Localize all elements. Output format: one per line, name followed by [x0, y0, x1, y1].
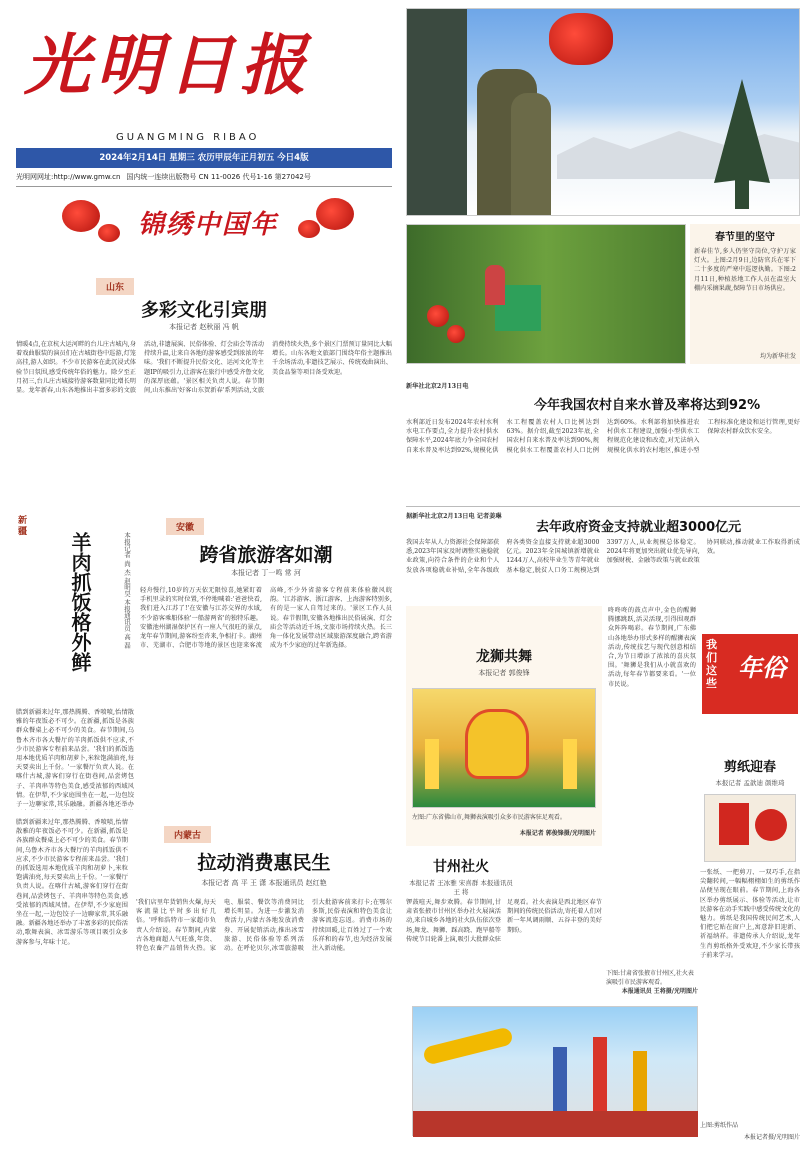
dateline: 据新华社北京2月13日电 记者姜琳 — [406, 513, 502, 520]
photo-credit: 均为新华社发 — [759, 353, 796, 360]
crowd — [413, 1111, 698, 1137]
section-tag: 山东 — [96, 278, 134, 295]
caption-body: 新春佳节,多人仍坚守岗位,守护万家灯火。上图:2月9日,边防官兵在零下二十多度的严寒中巡逻执勤。下图:2月11日,种植基地工作人员在温室大棚内采摘果蔬,保障节日市场供应。 — [694, 248, 796, 292]
caption-title: 春节里的坚守 — [715, 232, 775, 243]
xinjiang-body-continued: 腊到新疆来过年,那热腾腾、香喷喷,怡情散雅的年夜饭必不可少。在新疆,抓饭是各族群众餐桌上必不可少的美食。春节期间,乌鲁木齐市各大餐厅的羊肉抓饭供不应求,不少市民游客专程前来品尝。'我们的抓饭选用本地优质羊肉和胡萝卜,米粒饱满油亮,每天要卖出上千份。'一家餐厅负责人说。在喀什古城,游客们穿行在街巷间,品尝烤包子、羊肉串等特色美食,感受浓郁的西域风情。在伊犁,不少家庭围坐在一起,一边包饺子一边聊家常,其乐融融。新疆各地还举办了丰富多彩的民俗活动,歌舞表演、冰雪游乐等项目吸引众多游客参与,年味十足。 — [16, 819, 128, 946]
lion-figure — [465, 709, 529, 779]
date-bar — [16, 148, 392, 168]
lantern-icon — [298, 220, 320, 238]
banner — [16, 190, 392, 262]
tomato-icon — [447, 325, 465, 343]
headline: 羊肉抓饭格外鲜 — [68, 532, 92, 672]
photo-credit: 本报通讯员 王将摄/光明图片 — [621, 988, 698, 995]
papercut-art — [719, 803, 749, 845]
article-papercut — [700, 606, 800, 1144]
headline: 剪纸迎春 — [723, 760, 776, 775]
dancer-figure — [425, 739, 439, 789]
headline: 今年我国农村自来水普及率将达到92% — [534, 398, 761, 413]
headline: 多彩文化引宾朋 — [141, 300, 267, 321]
badge-big: 年俗 — [738, 653, 786, 682]
section-tag: 安徽 — [166, 518, 204, 535]
divider — [406, 506, 800, 507]
photo-credit: 本报记者 郭俊锋摄/光明图片 — [519, 830, 596, 837]
lion-body: 咚咚咚的鼓点声中,金色的醒狮腾挪跳跃,活灵活现,引得围观群众阵阵喝彩。春节期间,广东佛山各地举办形式多样的醒狮表演活动,传统技艺与现代创意相结合,为节日增添了浓浓的喜庆氛围。'舞狮是我们从小就喜欢的活动,每年春节都要来看。'一位市民说。 — [608, 607, 696, 688]
photo-caption: 上图:剪纸作品 — [700, 1122, 739, 1129]
dateline: 新华社北京2月13日电 — [406, 383, 469, 390]
article-body: 水利部近日发布2024年农村水利水电工作要点,全力提升农村供水保障水平,2024年底力争全国农村自来水普及率达到92%,规模化供水工程覆盖农村人口比例达到63%。据介绍,截至2023年底,全国农村自来水普及率达到90%,规模化供水工程覆盖农村人口比例达到60%。水利部将加快推进农村供水工程建设,加强小型供水工程规范化建设和改造,对无法纳入规模化供水的农村地区,推进小型工程标准化建设和运行管理,更好保障农村群众饮水安全。 — [406, 419, 800, 454]
photo-greenhouse — [406, 224, 686, 364]
website[interactable]: 光明网网址:http://www.gmw.cn — [16, 173, 121, 181]
photo-shehuo — [412, 1006, 698, 1136]
year-custom-badge — [702, 634, 798, 714]
byline: 本报记者 丁一鸣 常 河 — [231, 569, 301, 577]
byline: 本报记者 郭俊锋 — [478, 669, 530, 677]
building — [407, 9, 467, 216]
photo-border-guards — [406, 8, 800, 216]
article-neimenggu — [16, 818, 392, 1144]
dragon-figure — [422, 1026, 514, 1065]
photo-caption: 下图:甘肃省张掖市甘州区,社火表演吸引市民游客观看。 — [606, 970, 694, 986]
lantern-icon — [98, 224, 120, 242]
article-body: 轻舟慢行,10岁的万天依无限惊喜,她紧盯着手机里录的实时位置,不停地喊着:'爸爸快看,我们进入江苏了!'在安徽与江苏交界的水域,不少游客乘船体验'一船游两省'的独特乐趣。安徽池州湖湿保护区有一座人气很旺的景点,龙年春节期间,游客纷至沓来,争相打卡。湖州市、芜湖市、合肥市等地的景区也迎来客流高峰,不少外省游客专程前来体验徽风皖韵。'江苏游客、浙江游客、上海游客特别多,有的是一家人自驾过来的。'景区工作人员说。春节假期,安徽各地推出民俗展演、灯会庙会等活动近千场,文旅市场持续火热。长三角一体化发展带动区域旅游深度融合,跨省游成为不少家庭的过年新选择。 — [140, 587, 392, 650]
article-shandong — [16, 272, 392, 508]
photo-credit: 本报记者摄/光明图片 — [743, 1134, 800, 1141]
masthead-rule — [16, 186, 392, 187]
issue-info — [16, 172, 392, 182]
article-water — [406, 378, 800, 504]
byline: 本报记者 尚 杰 赵明昊 本报通讯员 高 磊 — [123, 532, 131, 649]
article-xinjiang — [16, 512, 134, 810]
headline: 跨省旅游客如潮 — [199, 544, 333, 566]
papercut-art — [755, 809, 787, 841]
dancer-figure — [563, 739, 577, 789]
banner-title: 锦绣中国年 — [138, 210, 279, 240]
masthead-title: 光明日报 — [24, 26, 312, 104]
headline: 拉动消费惠民生 — [197, 852, 331, 874]
byline: 本报记者 孟歆迪 颜维琦 — [715, 779, 785, 787]
article-body: 情暖4点,在京杭大运河畔的台儿庄古城内,身着戏曲服装的演员们在古城街巷中巡游,灯笼高挂,游人如织。不少市民游客在此沉浸式体验节日氛围,感受传统年俗的魅力。除夕至正月初三,台儿庄古城接待游客数量同比增长明显。龙年新春,山东各地推出丰富多彩的文旅活动,非遗展演、民俗体验、灯会庙会等活动持续升温,让来自各地的游客感受到浓浓的年味。'我们不断提升民俗文化、运河文化等主题IP的吸引力,让游客在旅行中感受齐鲁文化的深厚底蕴。'景区相关负责人说。春节期间,山东推出'好客山东贺新春'系列活动,文旅消费持续火热,多个景区门票预订量同比大幅增长。山东各地文旅部门围绕年俗主题推出千余场活动,非遗技艺展示、传统戏曲演出、美食品鉴等项目备受欢迎。 — [16, 341, 392, 395]
lantern-icon — [316, 198, 354, 230]
badge-title: 我们这些 — [706, 638, 717, 690]
article-body: 锣鼓喧天,舞步欢腾。春节期间,甘肃省张掖市甘州区举办社火展演活动,来自城乡各地的社火队伍依次登场,舞龙、舞狮、踩高跷、跑旱船等传统节目轮番上演,吸引大批群众驻足观看。社火表演是西北地区春节期间的传统民俗活动,寄托着人们对新一年风调雨顺、五谷丰登的美好期盼。 — [406, 899, 602, 943]
byline: 本报记者 高 平 王 潇 本报通讯员 赵红艳 — [201, 879, 327, 887]
article-lion-dance — [406, 606, 602, 846]
worker-figure — [485, 265, 505, 305]
article-employment — [406, 510, 800, 602]
issn: 国内统一连续出版物号 CN 11-0026 代号1-16 第27042号 — [126, 173, 311, 181]
headline: 龙狮共舞 — [476, 649, 532, 665]
article-body: 一张纸、一把剪刀、一双巧手,在指尖翻转间,一幅幅栩栩如生的剪纸作品便呈现在眼前。春节期间,上海各区举办剪纸展示、体验等活动,让市民游客在动手实践中感受传统文化的魅力。剪纸是我国传统民间艺术,人们把它贴在窗户上,寓意辞旧迎新、祈福纳祥。非遗传承人介绍说,龙年生肖剪纸格外受欢迎,不少家长带孩子前来学习。 — [700, 869, 800, 959]
masthead-pinyin: GUANGMING RIBAO — [116, 132, 260, 143]
article-anhui — [140, 512, 392, 810]
masthead — [10, 8, 398, 188]
photo-caption: 左图:广东省佛山市,舞狮表演吸引众多市民游客驻足观看。 — [412, 814, 566, 821]
date-line: 2024年2月14日 星期三 农历甲辰年正月初五 今日4版 — [99, 153, 309, 163]
lantern-icon — [62, 200, 100, 232]
article-gansu — [406, 850, 698, 1144]
article-body: '我们店里年货销售火爆,每天客流量比平时多出好几倍。'呼和浩特市一家超市负责人介绍说。春节期间,内蒙古各地商超人气旺盛,年货、特色农畜产品销售火热。家电、服装、餐饮等消费同比增长明显。为进一步激发消费活力,内蒙古各地发放消费券、开展促销活动,推出冰雪旅游、民俗体验等系列活动。在呼伦贝尔,冰雪旅游吸引大批游客前来打卡;在鄂尔多斯,民俗表演和特色美食让游客流连忘返。消费市场的持续回暖,让百姓过了一个欢乐祥和的春节,也为经济发展注入新动能。 — [136, 899, 392, 953]
photo-papercut — [704, 794, 796, 862]
headline: 去年政府资金支持就业超3000亿元 — [536, 520, 742, 535]
section-tag: 新疆 — [18, 516, 28, 537]
article-body: 腊到新疆来过年,那热腾腾、香喷喷,怡情散雅的年夜饭必不可少。在新疆,抓饭是各族群众餐桌上必不可少的美食。春节期间,乌鲁木齐市各大餐厅的羊肉抓饭供不应求,不少市民游客专程前来品尝。'我们的抓饭选用本地优质羊肉和胡萝卜,米粒饱满油亮,每天要卖出上千份。'一家餐厅负责人说。在喀什古城,游客们穿行在街巷间,品尝烤包子、羊肉串等特色美食,感受浓郁的西域风情。在伊犁,不少家庭围坐在一起,一边包饺子一边聊家常,其乐融融。新疆各地还举办 — [16, 709, 134, 809]
headline: 甘州社火 — [433, 859, 489, 875]
article-body: 我国去年从人力资源社会保障部获悉,2023年国家及时调整实施稳就业政策,向符合条件的企业和个人发放各项稳就业补贴,全年各级政府各类资金直接支持就业超3000亿元。2023年全国城镇新增就业1244万人,高校毕业生等青年就业基本稳定,脱贫人口务工规模达到3397万人,从业规模总体稳定。2024年将更加突出就业优先导向,加强财税、金融等政策与就业政策协同联动,推动就业工作取得新成效。 — [406, 539, 800, 574]
lantern-icon — [549, 13, 613, 65]
photo-caption-block — [690, 224, 800, 364]
tomato-icon — [427, 305, 449, 327]
soldier-figure — [511, 93, 551, 216]
photo-lion-dance — [412, 688, 596, 808]
byline: 本报记者 王冰雅 宋喜群 本报通讯员 王 将 — [409, 879, 513, 896]
section-tag: 内蒙古 — [164, 826, 211, 843]
byline: 本报记者 赵秋丽 冯 帆 — [169, 323, 239, 331]
